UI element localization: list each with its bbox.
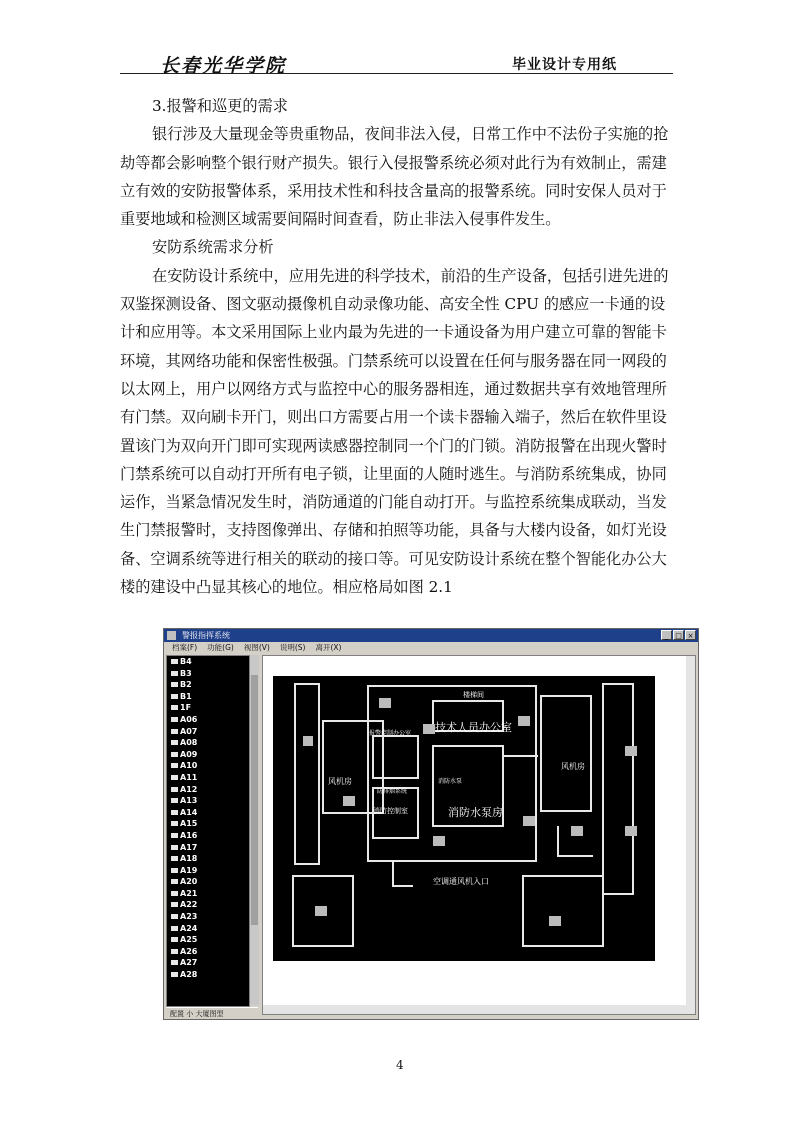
room-label-control: 消防控制室: [373, 807, 408, 815]
folder-icon: [171, 705, 178, 710]
floor-label: A28: [180, 970, 198, 980]
room-label-alarm-office: 报警控制办公室: [369, 730, 412, 737]
floor-label: A06: [180, 714, 198, 724]
floor-label: A14: [180, 807, 198, 817]
floor-label: A10: [180, 761, 198, 771]
subheading-analysis: 安防系统需求分析: [152, 238, 274, 257]
folder-icon: [171, 694, 178, 699]
floor-label: A16: [180, 830, 198, 840]
menu-view: 视图(V): [243, 643, 270, 652]
folder-icon: [171, 937, 178, 942]
floor-item: [167, 702, 249, 714]
floor-label: B4: [180, 657, 192, 666]
folder-icon: [171, 659, 178, 664]
folder-icon: [171, 845, 178, 850]
folder-icon: [171, 902, 178, 907]
folder-icon: [171, 914, 178, 919]
floor-label: A15: [180, 819, 198, 829]
folder-icon: [171, 752, 178, 757]
folder-icon: [171, 717, 178, 722]
floor-label: A09: [180, 749, 198, 759]
floor-label: A17: [180, 842, 198, 852]
floor-plan-pane: [262, 655, 696, 1015]
floor-item: [167, 668, 249, 680]
folder-icon: [171, 740, 178, 745]
folder-icon: [171, 856, 178, 861]
folder-icon: [171, 798, 178, 803]
floor-item: [167, 784, 249, 796]
folder-icon: [171, 729, 178, 734]
room-label-pump: 消防水泵房: [448, 806, 503, 819]
folder-icon: [171, 821, 178, 826]
app-icon: [167, 631, 176, 640]
floor-item: [167, 830, 249, 842]
room-label-tech: 技术人员办公室: [435, 721, 512, 734]
folder-icon: [171, 810, 178, 815]
floor-item: [167, 957, 249, 969]
floor-label: A20: [180, 877, 198, 887]
floor-tree: [166, 655, 250, 1007]
floor-label: B1: [180, 691, 192, 701]
floor-label: A25: [180, 935, 198, 945]
room-label-smoke: 防排烟系统: [377, 788, 408, 795]
minimize-icon: _: [661, 630, 672, 640]
page-number: 4: [396, 1058, 404, 1072]
floor-label: A21: [180, 888, 198, 898]
floor-item: [167, 911, 249, 923]
paragraph-alarm: 银行涉及大量现金等贵重物品，夜间非法入侵，日常工作中不法份子实施的抢劫等都会影响整个银行财产损失。银行入侵报警系统必须对此行为有效制止，需建立有效的安防报警体系，采用技术性和科技含量高的报警系统。同时安保人员对于重要地域和检测区域需要间隔时间查看，防止非法入侵事件发生。: [120, 125, 669, 229]
floor-label: B3: [180, 668, 192, 678]
room-label-vent: 空调通风机入口: [433, 877, 489, 886]
floor-label: A11: [180, 772, 198, 782]
maximize-icon: □: [673, 630, 684, 640]
floor-label: A07: [180, 726, 198, 736]
room-label-pump-small: 消防水泵: [438, 778, 463, 785]
room-label-fan-2: 风机房: [561, 762, 585, 771]
floor-item: [167, 807, 249, 819]
floor-label: A24: [180, 923, 198, 933]
floor-label: 1F: [180, 703, 192, 713]
room-label-stair: 楼梯间: [463, 691, 484, 699]
floor-item: [167, 923, 249, 935]
menu-help: 说明(S): [279, 643, 306, 652]
folder-icon: [171, 775, 178, 780]
folder-icon: [171, 949, 178, 954]
paragraph-analysis: 在安防设计系统中，应用先进的科学技术，前沿的生产设备，包括引进先进的双鉴探测设备、图文驱动摄像机自动录像功能、高安全性 CPU 的感应一卡通的设计和应用等。本文采用国际上业内最为先进的一卡通设备为用户建立可靠的智能卡环境，其网络功能和保密性极强。门禁系统可以设置在任何与服务器在同一网段的以太网上，用户以网络方式与监控中心的服务器相连，通过数据共享有效地管理所有门禁。双向刷卡开门，则出口方需要占用一个读卡器输入端子，然后在软件里设置该门为双向开门即可实现两读感器控制同一个门的门锁。消防报警在出现火警时门禁系统可以自动打开所有电子锁，让里面的人随时逃生。与消防系统集成，协同运作，当紧急情况发生时，消防通道的门能自动打开。与监控系统集成联动，当发生门禁报警时，支持图像弹出、存储和拍照等功能，具备与大楼内设备，如灯光设备、空调系统等进行相关的联动的接口等。可见安防设计系统在整个智能化办公大楼的建设中凸显其核心的地位。相应格局如图 2.1: [120, 266, 669, 597]
tree-status: 配置 小 大厦图型: [166, 1007, 258, 1019]
folder-icon: [171, 833, 178, 838]
folder-icon: [171, 891, 178, 896]
floor-item: [167, 760, 249, 772]
floor-label: A26: [180, 946, 198, 956]
section-heading: 3.报警和巡更的需求: [152, 97, 288, 115]
floor-item: [167, 934, 249, 946]
floor-item: [167, 691, 249, 703]
floor-item: [167, 679, 249, 691]
header-rule: [120, 73, 673, 74]
folder-icon: [171, 879, 178, 884]
floor-item: [167, 865, 249, 877]
floor-label: A12: [180, 784, 198, 794]
floor-item: [167, 969, 249, 981]
floor-item: [167, 726, 249, 738]
floor-item: [167, 888, 249, 900]
floor-label: A08: [180, 738, 198, 748]
folder-icon: [171, 868, 178, 873]
close-icon: ×: [685, 630, 696, 640]
floor-item: [167, 818, 249, 830]
menu-file: 档案(F): [172, 643, 198, 652]
floor-item: [167, 737, 249, 749]
floor-label: A23: [180, 912, 198, 922]
folder-icon: [171, 787, 178, 792]
plan-vscroll: [686, 656, 695, 1014]
floor-label: A19: [180, 865, 198, 875]
plan-hscroll: [263, 1005, 695, 1014]
floor-plan: [273, 676, 655, 961]
paper-label: 毕业设计专用纸: [512, 57, 617, 73]
folder-icon: [171, 763, 178, 768]
floor-label: A27: [180, 958, 198, 968]
menu-exit: 离开(X): [315, 643, 342, 652]
tree-scrollbar: [250, 655, 259, 1005]
folder-icon: [171, 960, 178, 965]
folder-icon: [171, 671, 178, 676]
floor-item: [167, 853, 249, 865]
floor-item: [167, 772, 249, 784]
menu-bar: [164, 642, 698, 654]
folder-icon: [171, 926, 178, 931]
body-text: [120, 92, 674, 601]
room-label-fan-1: 风机房: [328, 777, 352, 786]
menu-function: 功能(G): [207, 643, 234, 652]
floor-item: [167, 842, 249, 854]
floor-label: A18: [180, 854, 198, 864]
floor-item: [167, 899, 249, 911]
folder-icon: [171, 682, 178, 687]
floor-item: [167, 795, 249, 807]
floor-item: [167, 749, 249, 761]
floor-label: A22: [180, 900, 198, 910]
folder-icon: [171, 972, 178, 977]
school-name: 长春光华学院: [160, 55, 287, 77]
floor-item: [167, 876, 249, 888]
window-title: 警报指挥系统: [182, 631, 230, 640]
floor-label: B2: [180, 680, 192, 690]
floor-label: A13: [180, 796, 198, 806]
floor-item: [167, 946, 249, 958]
floor-item: [167, 714, 249, 726]
floor-item: [167, 656, 249, 668]
window-titlebar: [164, 629, 698, 642]
embedded-screenshot: [163, 628, 699, 1020]
